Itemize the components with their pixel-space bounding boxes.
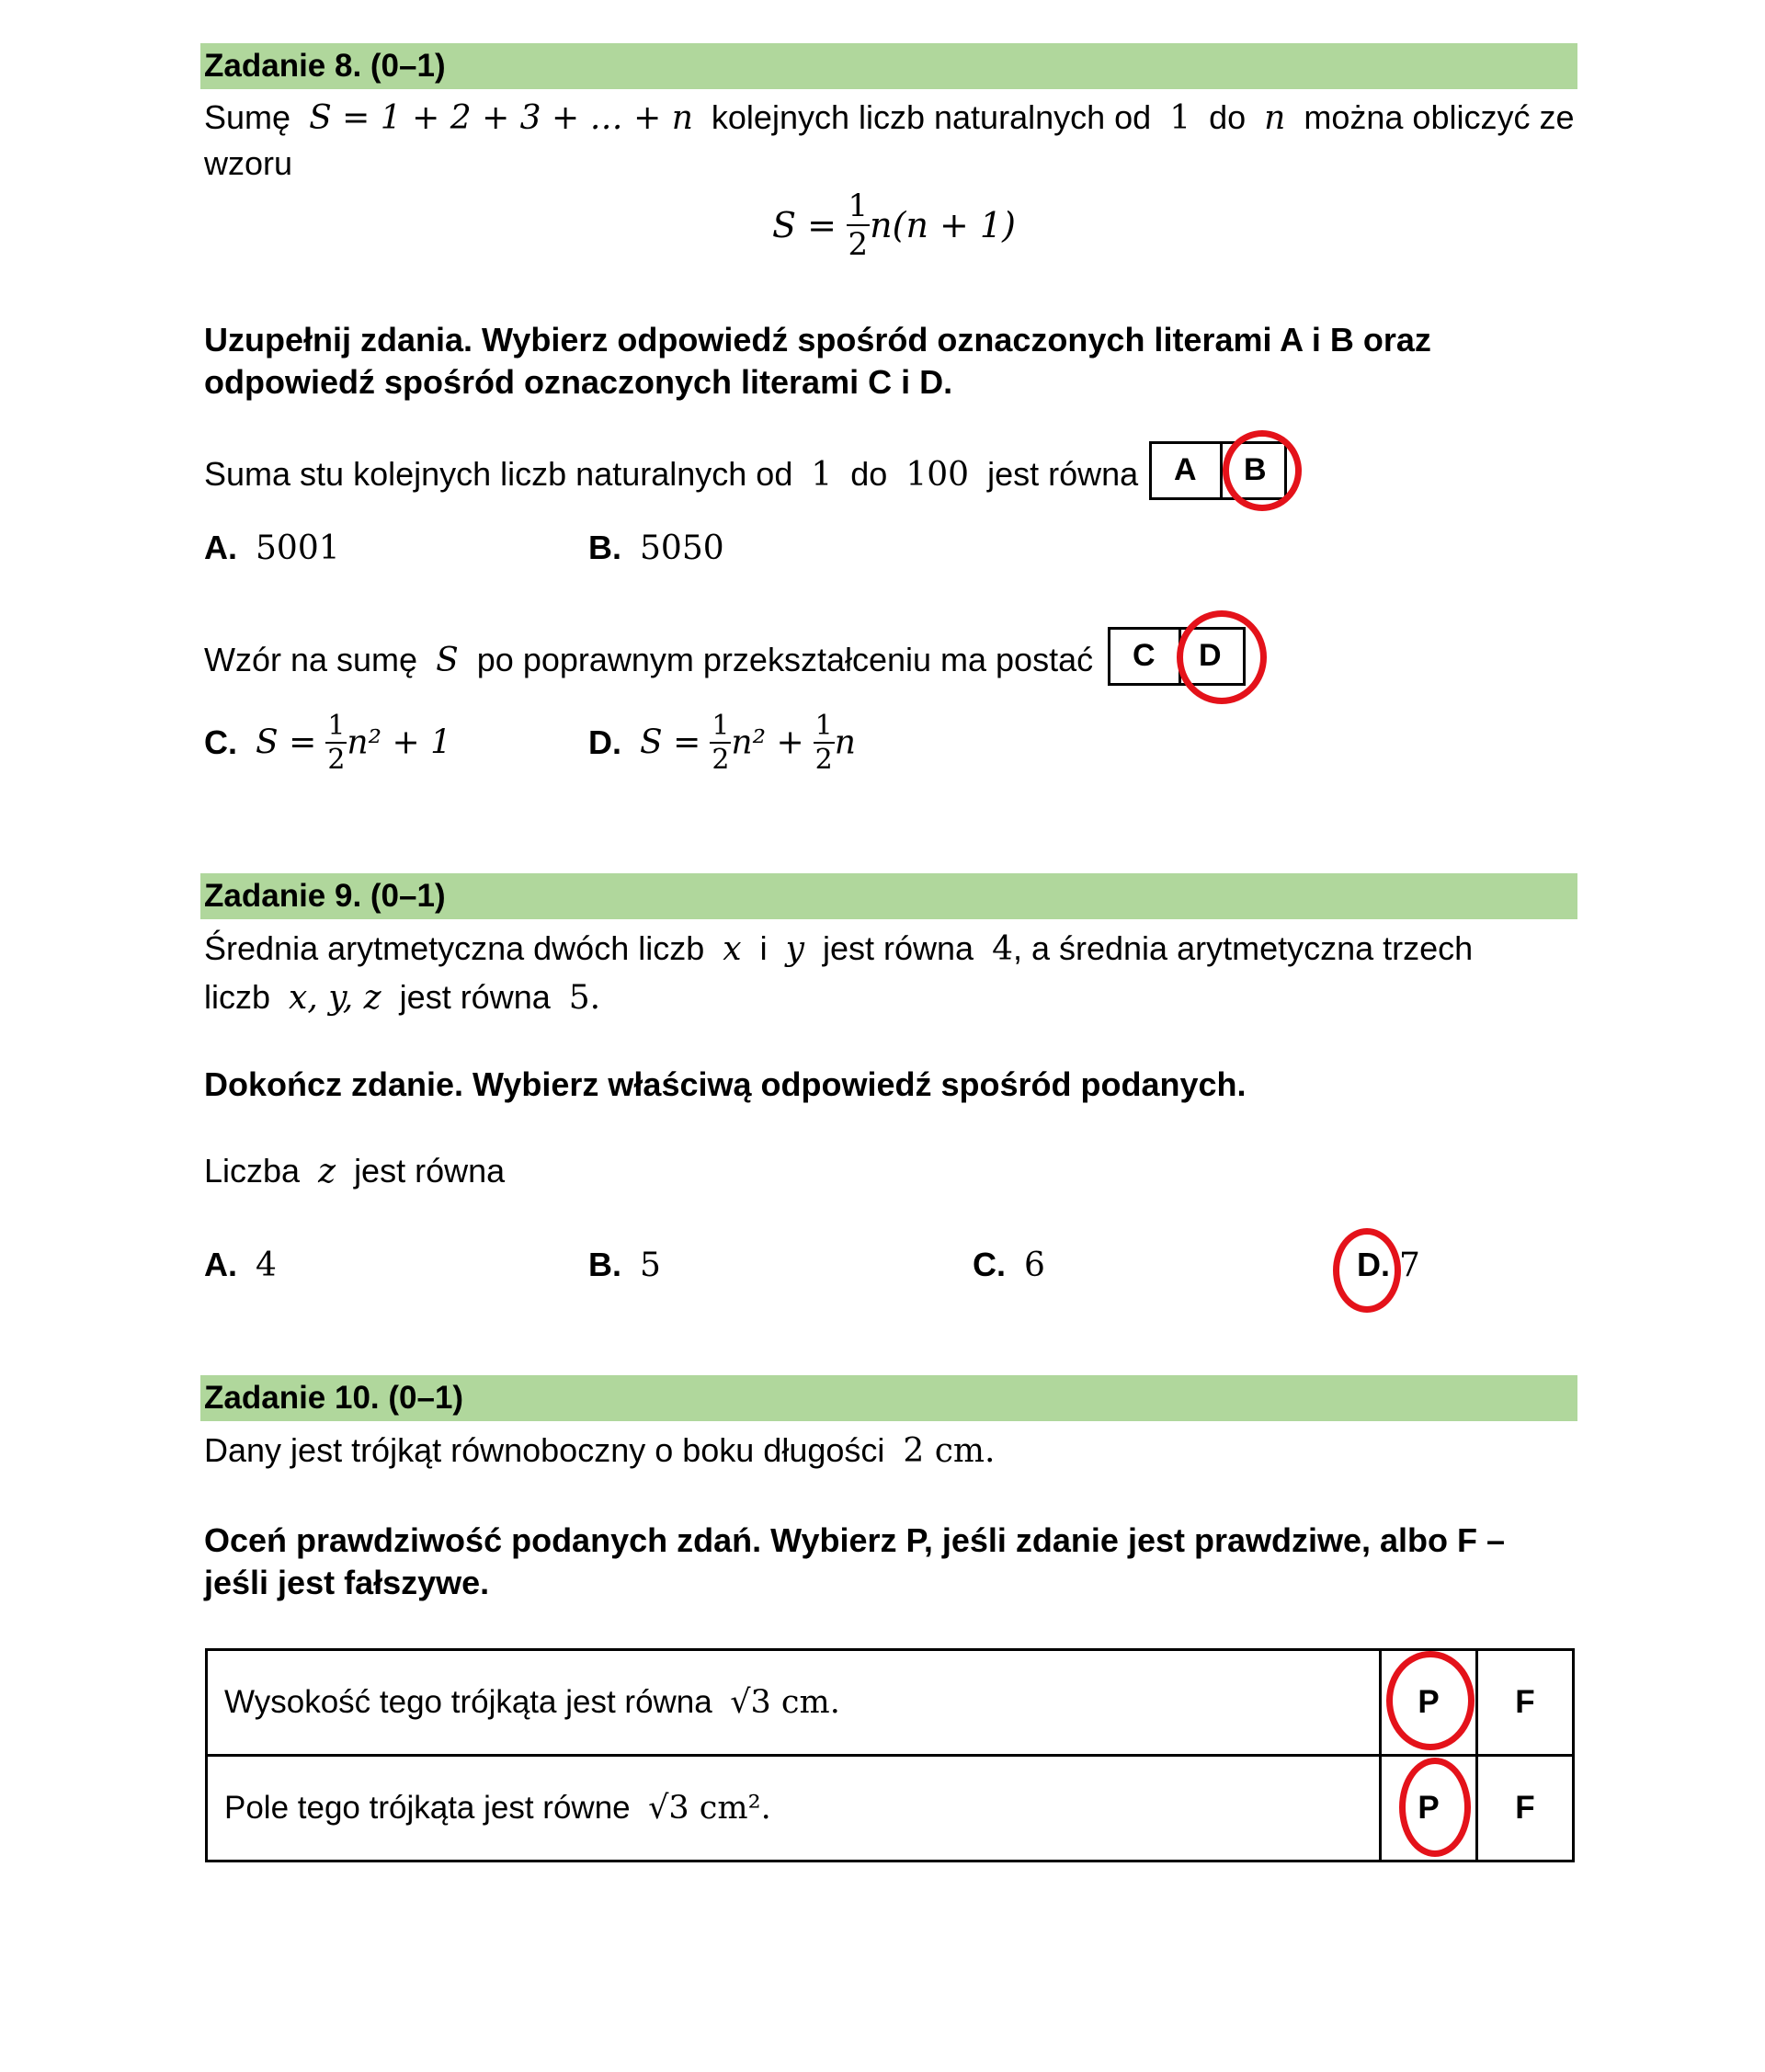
statement-math: √3 cm. bbox=[730, 1684, 840, 1721]
task-9-header bbox=[200, 873, 1577, 919]
false-option[interactable]: F bbox=[1477, 1756, 1574, 1861]
math-var: z bbox=[318, 1153, 336, 1190]
option-value: 6 bbox=[1024, 1247, 1045, 1284]
option-B[interactable] bbox=[588, 528, 724, 569]
false-option[interactable]: F bbox=[1477, 1650, 1574, 1756]
task-9-option-A[interactable] bbox=[204, 1245, 277, 1286]
main-formula bbox=[772, 188, 1016, 263]
math-value: 100 bbox=[905, 456, 970, 494]
statement-text: Wysokość tego trójkąta jest równa bbox=[224, 1684, 712, 1720]
formula-lhs: S = bbox=[772, 205, 837, 245]
text: Dany jest trójkąt równoboczny o boku długości bbox=[204, 1431, 885, 1469]
table-row bbox=[207, 1756, 1574, 1861]
task-8-instruction-line2: odpowiedź spośród oznaczonych literami C i D. bbox=[204, 363, 953, 401]
task-9-option-B[interactable] bbox=[588, 1245, 661, 1286]
task-10-title: Zadanie 10. (0–1) bbox=[204, 1380, 464, 1416]
text: kolejnych liczb naturalnych od bbox=[711, 98, 1152, 136]
text: jest równa bbox=[399, 978, 551, 1016]
formula-rest: n² + 1 bbox=[347, 723, 451, 762]
option-value: 7 bbox=[1399, 1247, 1420, 1284]
answer-mark-circle bbox=[1386, 1651, 1475, 1750]
text: do bbox=[850, 455, 888, 493]
statement-cell bbox=[207, 1756, 1381, 1861]
task-10-instruction-line1: Oceń prawdziwość podanych zdań. Wybierz P, jeśli zdanie jest prawdziwe, albo F – bbox=[204, 1521, 1506, 1559]
math-value: 5. bbox=[568, 979, 601, 1017]
statement-math: √3 cm². bbox=[648, 1790, 771, 1827]
text: Liczba bbox=[204, 1152, 301, 1190]
math-value: 1 bbox=[811, 456, 833, 494]
option-label: A. bbox=[204, 1246, 237, 1283]
formula-lhs: S = bbox=[640, 723, 701, 762]
numerator: 1 bbox=[814, 710, 833, 742]
text: Suma stu kolejnych liczb naturalnych od bbox=[204, 455, 793, 493]
fraction-half bbox=[814, 710, 835, 776]
text: Średnia arytmetyczna dwóch liczb bbox=[204, 929, 705, 967]
text: po poprawnym przekształceniu ma postać bbox=[476, 641, 1094, 678]
math-var: n bbox=[1264, 99, 1286, 137]
math-value: 1 bbox=[1169, 99, 1191, 137]
task-10-header bbox=[200, 1375, 1577, 1421]
option-value: 5 bbox=[640, 1247, 661, 1284]
option-label: A. bbox=[204, 529, 237, 566]
true-option[interactable]: P bbox=[1381, 1756, 1477, 1861]
sum-formula: S = 1 + 2 + 3 + … + n bbox=[309, 99, 693, 137]
text: liczb bbox=[204, 978, 271, 1016]
task-8-header bbox=[200, 43, 1577, 89]
task-9-option-C[interactable] bbox=[973, 1245, 1045, 1286]
task-10-instruction-line2: jeśli jest fałszywe. bbox=[204, 1564, 490, 1601]
option-value: 4 bbox=[256, 1247, 277, 1284]
option-value: 5050 bbox=[640, 529, 724, 567]
denominator: 2 bbox=[814, 744, 833, 776]
denominator: 2 bbox=[848, 226, 869, 263]
text: i bbox=[759, 929, 768, 967]
text: , a średnia arytmetyczna trzech bbox=[1012, 929, 1474, 967]
fraction-half bbox=[710, 710, 731, 776]
numerator: 1 bbox=[712, 710, 730, 742]
option-label: B. bbox=[588, 529, 621, 566]
task-9-intro-line1 bbox=[204, 928, 1473, 970]
fraction-half bbox=[847, 188, 871, 263]
option-A[interactable] bbox=[204, 528, 340, 569]
task-8-sentence-2 bbox=[204, 640, 1093, 681]
math-var: y bbox=[785, 930, 804, 968]
answer-mark-circle bbox=[1333, 1228, 1401, 1313]
task-9-question bbox=[204, 1151, 505, 1192]
math-var: S bbox=[436, 642, 459, 679]
option-label: B. bbox=[588, 1246, 621, 1283]
text: do bbox=[1209, 98, 1247, 136]
task-9-title: Zadanie 9. (0–1) bbox=[204, 878, 446, 914]
text: można obliczyć ze bbox=[1304, 98, 1575, 136]
answer-mark-circle bbox=[1399, 1758, 1471, 1857]
option-label: D. bbox=[1357, 1246, 1390, 1283]
task-8-intro-line2: wzoru bbox=[204, 144, 293, 182]
text: jest równa bbox=[822, 929, 974, 967]
numerator: 1 bbox=[848, 188, 869, 224]
math-value: 2 cm. bbox=[903, 1432, 996, 1470]
task-9-intro-line2 bbox=[204, 977, 600, 1019]
formula-rest: n(n + 1) bbox=[870, 205, 1016, 245]
text: jest równa bbox=[354, 1152, 506, 1190]
answer-mark-circle bbox=[1223, 430, 1302, 511]
option-value: 5001 bbox=[256, 529, 340, 567]
task-8-intro-line1 bbox=[204, 97, 1575, 139]
choice-D[interactable]: D bbox=[1199, 638, 1222, 673]
text: Wzór na sumę bbox=[204, 641, 418, 678]
answer-mark-circle bbox=[1177, 610, 1267, 704]
text: Sumę bbox=[204, 98, 291, 136]
formula-mid: n² + bbox=[731, 723, 804, 762]
true-option[interactable]: P bbox=[1381, 1650, 1477, 1756]
true-false-table bbox=[205, 1648, 1575, 1862]
math-var: x bbox=[723, 930, 742, 968]
formula-lhs: S = bbox=[256, 723, 317, 762]
table-row bbox=[207, 1650, 1574, 1756]
option-D[interactable] bbox=[588, 710, 856, 776]
task-8-sentence-1 bbox=[204, 454, 1138, 495]
formula-end: n bbox=[834, 723, 856, 762]
math-vars: x, y, z bbox=[289, 979, 381, 1017]
choice-C[interactable]: C bbox=[1133, 638, 1156, 673]
math-value: 4 bbox=[992, 930, 1013, 968]
task-10-intro bbox=[204, 1430, 996, 1472]
task-9-instruction: Dokończ zdanie. Wybierz właściwą odpowiedź spośród podanych. bbox=[204, 1065, 1247, 1103]
option-label: C. bbox=[973, 1246, 1006, 1283]
option-label: D. bbox=[588, 723, 621, 761]
task-8-instruction-line1: Uzupełnij zdania. Wybierz odpowiedź spośród oznaczonych literami A i B oraz bbox=[204, 321, 1431, 359]
denominator: 2 bbox=[712, 744, 730, 776]
choice-B[interactable]: B bbox=[1244, 452, 1267, 487]
fraction-half bbox=[325, 710, 347, 776]
statement-cell bbox=[207, 1650, 1381, 1756]
option-label: C. bbox=[204, 723, 237, 761]
numerator: 1 bbox=[327, 710, 346, 742]
statement-text: Pole tego trójkąta jest równe bbox=[224, 1790, 631, 1826]
text: jest równa bbox=[987, 455, 1139, 493]
choice-A[interactable]: A bbox=[1174, 452, 1197, 487]
task-8-title: Zadanie 8. (0–1) bbox=[204, 48, 446, 84]
denominator: 2 bbox=[327, 744, 346, 776]
option-C[interactable] bbox=[204, 710, 451, 776]
